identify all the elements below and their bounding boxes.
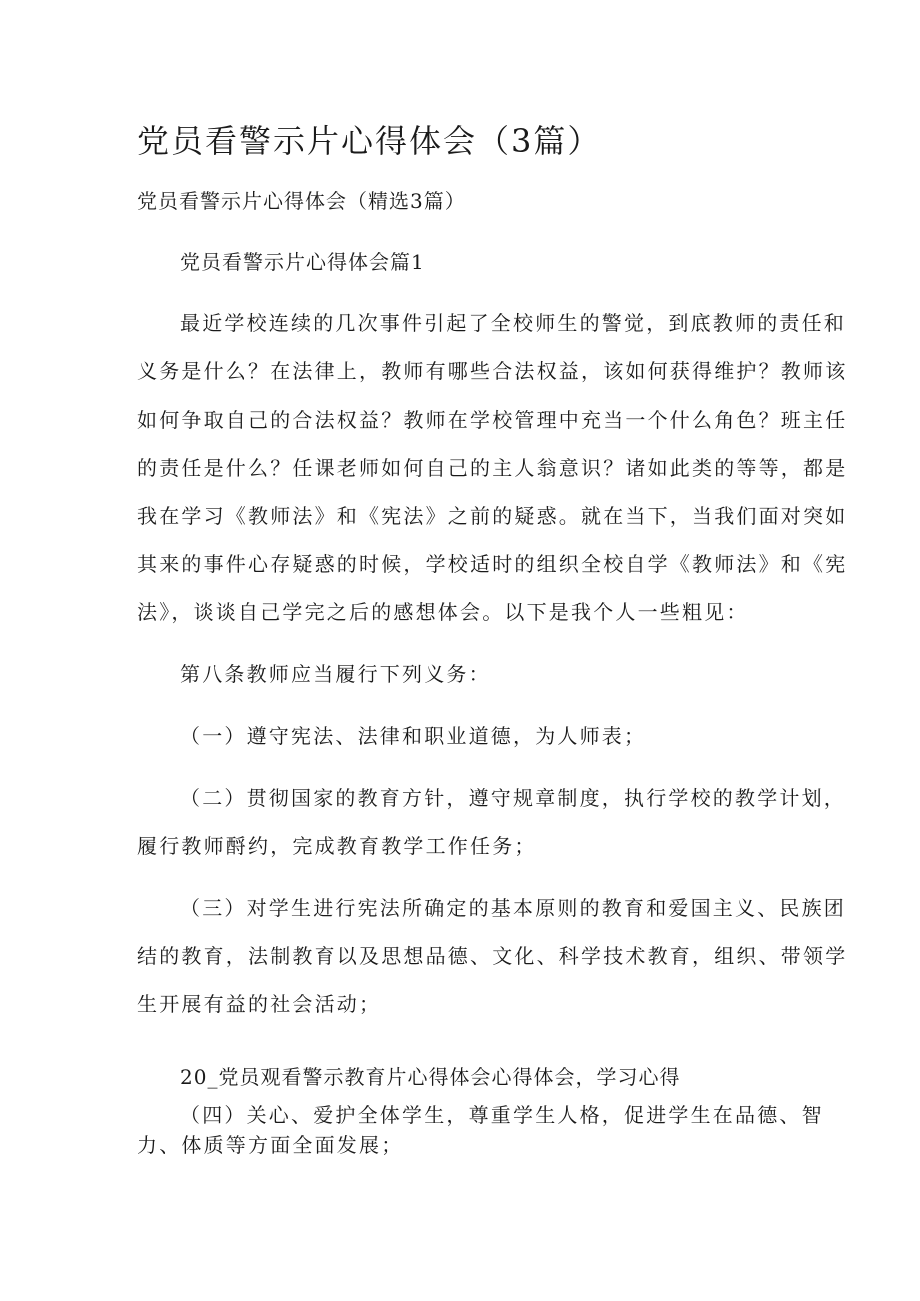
duty-item-3-line: （三）对学生进行宪法所确定的基本原则的教育和爱国主义、民族团 — [180, 896, 846, 920]
document-title: 党员看警示片心得体会（3篇） — [137, 122, 602, 160]
intro-line: 我在学习《教师法》和《宪法》之前的疑惑。就在当下，当我们面对突如 — [137, 504, 848, 528]
duty-item-2-line: （二）贯彻国家的教育方针，遵守规章制度，执行学校的教学计划， — [180, 786, 846, 810]
duty-item-3-line: 结的教育，法制教育以及思想品德、文化、科学技术教育，组织、带领学 — [137, 944, 848, 968]
intro-line: 如何争取自己的合法权益？教师在学校管理中充当一个什么角色？班主任 — [137, 408, 848, 432]
duty-item-2-line: 履行教师酹约，完成教育教学工作任务； — [137, 834, 537, 858]
intro-line: 法》，谈谈自己学完之后的感想体会。以下是我个人一些粗见： — [137, 600, 749, 624]
intro-line: 最近学校连续的几次事件引起了全校师生的警觉，到底教师的责任和 — [180, 311, 846, 335]
file-caption: 20_党员观看警示教育片心得体会心得体会，学习心得 — [180, 1065, 681, 1089]
duty-item-4-line: 力、体质等方面全面发展； — [137, 1133, 404, 1157]
duty-item-1: （一）遵守宪法、法律和职业道德，为人师表； — [180, 724, 647, 748]
duty-item-3-line: 生开展有益的社会活动； — [137, 992, 382, 1016]
duty-item-4-line: （四）关心、爱护全体学生，尊重学生人格，促进学生在品德、智 — [180, 1103, 824, 1127]
document-subtitle: 党员看警示片心得体会（精选3篇） — [137, 189, 466, 213]
intro-line: 其来的事件心存疑惑的时候，学校适时的组织全校自学《教师法》和《宪 — [137, 552, 848, 576]
intro-line: 义务是什么？在法律上，教师有哪些合法权益，该如何获得维护？教师该 — [137, 359, 848, 383]
article-heading: 第八条教师应当履行下列义务： — [180, 662, 491, 686]
intro-line: 的责任是什么？任课老师如何自己的主人翁意识？诸如此类的等等，都是 — [137, 456, 848, 480]
section-heading: 党员看警示片心得体会篇1 — [180, 250, 425, 274]
